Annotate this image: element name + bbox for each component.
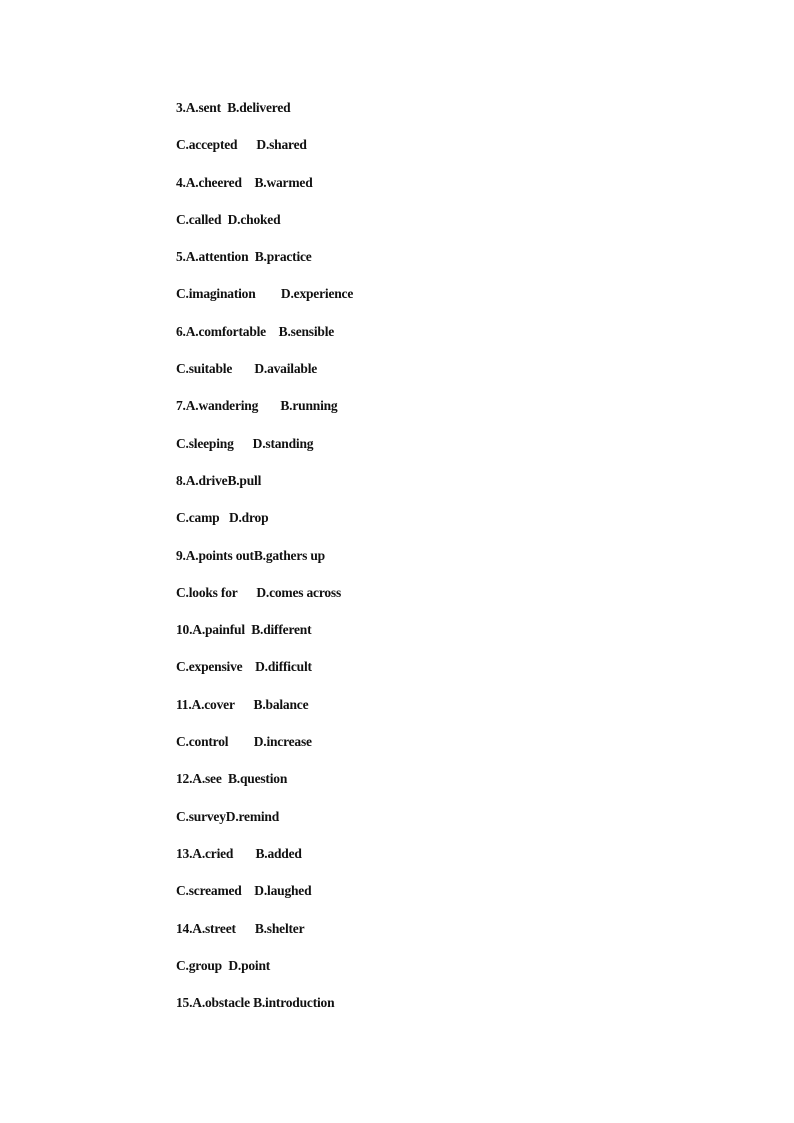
question-15-options-ab: 15.A.obstacle B.introduction [176, 995, 335, 1011]
question-12-options-cd: C.surveyD.remind [176, 808, 280, 824]
question-9-options-cd: C.looks for D.comes across [176, 584, 342, 600]
question-14-options-ab: 14.A.street B.shelter [176, 920, 305, 936]
question-8-options-cd: C.camp D.drop [176, 510, 269, 526]
question-11-options-ab: 11.A.cover B.balance [176, 696, 309, 712]
question-10-options-ab: 10.A.painful B.different [176, 622, 312, 638]
question-5-options-cd: C.imagination D.experience [176, 286, 354, 302]
question-6-options-cd: C.suitable D.available [176, 361, 318, 377]
question-9-options-ab: 9.A.points outB.gathers up [176, 547, 325, 563]
question-4-options-cd: C.called D.choked [176, 211, 281, 227]
question-10-options-cd: C.expensive D.difficult [176, 659, 312, 675]
question-14-options-cd: C.group D.point [176, 957, 271, 973]
question-3-options-cd: C.accepted D.shared [176, 137, 307, 153]
question-6-options-ab: 6.A.comfortable B.sensible [176, 323, 335, 339]
question-13-options-ab: 13.A.cried B.added [176, 845, 302, 861]
question-11-options-cd: C.control D.increase [176, 734, 312, 750]
question-8-options-ab: 8.A.driveB.pull [176, 472, 262, 488]
question-12-options-ab: 12.A.see B.question [176, 771, 288, 787]
question-13-options-cd: C.screamed D.laughed [176, 883, 312, 899]
question-3-options-ab: 3.A.sent B.delivered [176, 100, 291, 115]
question-7-options-cd: C.sleeping D.standing [176, 435, 314, 451]
question-4-options-ab: 4.A.cheered B.warmed [176, 174, 313, 190]
question-7-options-ab: 7.A.wandering B.running [176, 398, 338, 414]
answer-options-list [176, 99, 353, 1031]
question-5-options-ab: 5.A.attention B.practice [176, 249, 312, 265]
